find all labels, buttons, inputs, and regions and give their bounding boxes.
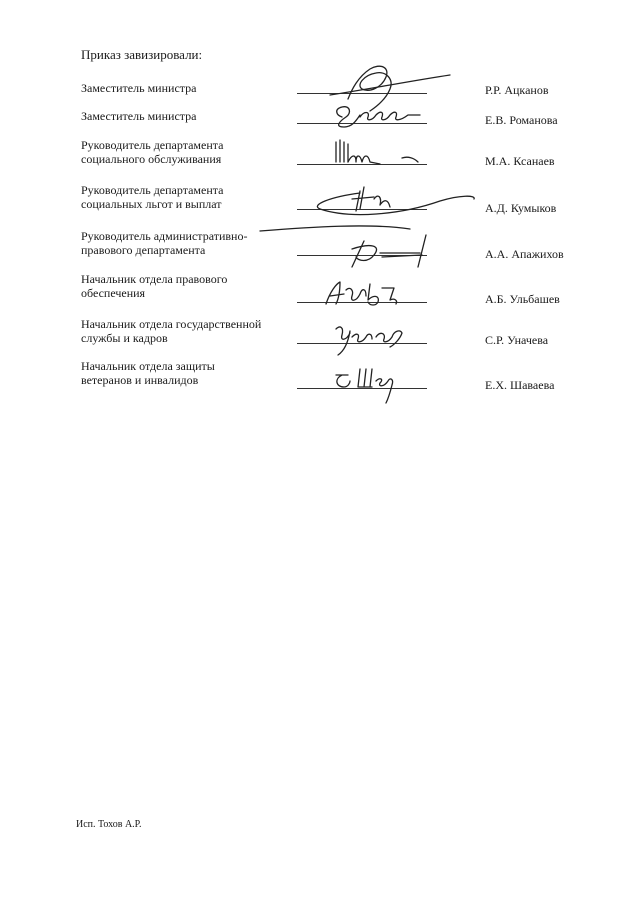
signatory-row-ksanaev bbox=[0, 138, 640, 180]
approval-heading: Приказ завизировали: bbox=[81, 47, 203, 62]
signatory-name: Е.В. Романова bbox=[485, 113, 558, 127]
executor-note: Исп. Тохов А.Р. bbox=[76, 819, 142, 830]
signatory-position: Руководитель департамента социального обслуживания bbox=[81, 138, 224, 166]
signatory-position: Заместитель министра bbox=[81, 109, 197, 123]
signatory-name: М.А. Ксанаев bbox=[485, 154, 555, 168]
signatory-name: Е.Х. Шаваева bbox=[485, 378, 555, 392]
signatory-row-shavaeva bbox=[0, 359, 640, 401]
signatory-name: А.А. Апажихов bbox=[485, 247, 564, 261]
signatory-name: А.Б. Ульбашев bbox=[485, 292, 560, 306]
signatory-position: Заместитель министра bbox=[81, 81, 197, 95]
signatory-position: Начальник отдела государственной службы и кадров bbox=[81, 317, 262, 345]
signatory-position: Руководитель департамента социальных льгот и выплат bbox=[81, 183, 224, 211]
signatory-position: Начальник отдела правового обеспечения bbox=[81, 272, 228, 300]
signatory-position: Начальник отдела защиты ветеранов и инвалидов bbox=[81, 359, 215, 387]
signatory-name: Р.Р. Ацканов bbox=[485, 83, 549, 97]
signatory-position: Руководитель административно- правового департамента bbox=[81, 229, 248, 257]
signatory-name: А.Д. Кумыков bbox=[485, 201, 557, 215]
signatory-name: С.Р. Уначева bbox=[485, 333, 549, 347]
signature-mark bbox=[290, 351, 480, 411]
